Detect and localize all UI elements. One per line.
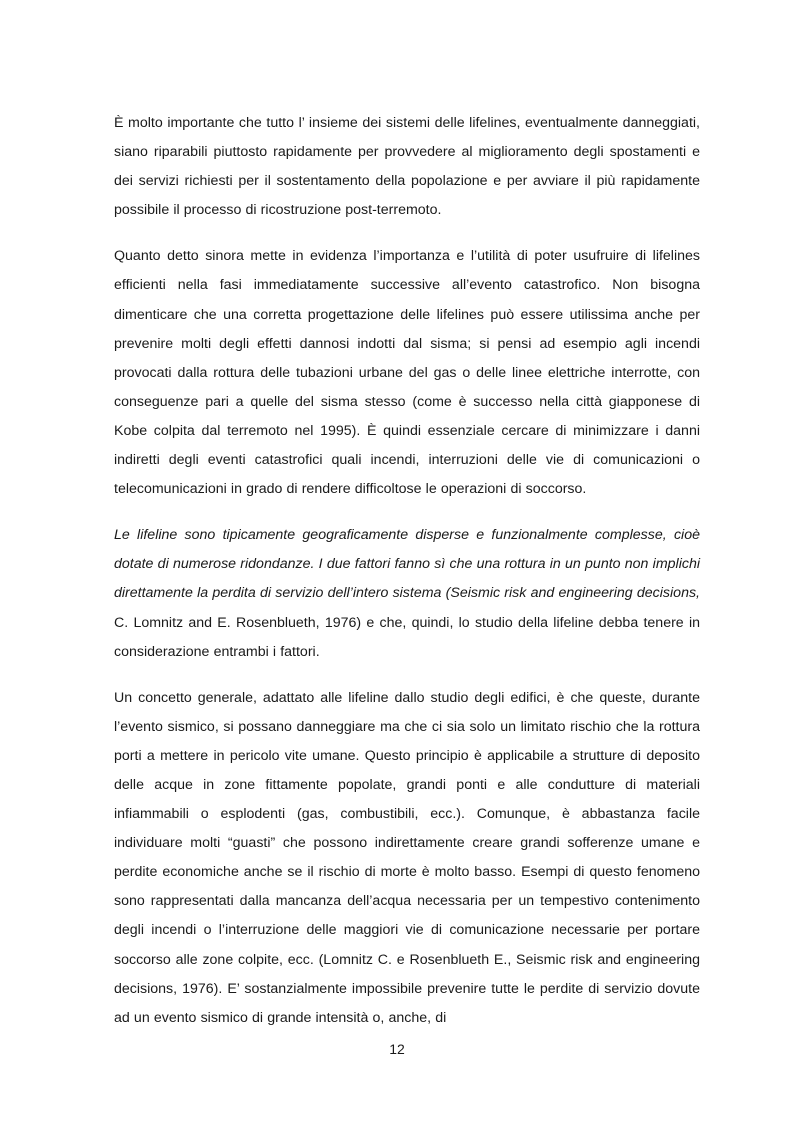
paragraph-italic-text: Le lifeline sono tipicamente geograficamente disperse e funzionalmente complesse, cioè dotate di numerose ridondanze. I due fattori fanno sì che una rottura in un punto non implichi direttamente la perdita di servizio dell’intero sistema (Seismic risk and engineering decisions, (114, 527, 700, 602)
paragraph-lifelines-repair: È molto importante che tutto l’ insieme dei sistemi delle lifelines, eventualmente danneggiati, siano riparabili piuttosto rapidamente per provvedere al miglioramento degli spostamenti e dei servizi richiesti per il sostentamento della popolazione e per avviare il più rapidamente possibile il processo di ricostruzione post-terremoto. (114, 115, 700, 219)
page-body (114, 109, 700, 1050)
paragraph-lifeline-complexity (114, 521, 700, 666)
paragraph-general-concept: Un concetto generale, adattato alle lifeline dallo studio degli edifici, è che queste, durante l’evento sismico, si possano danneggiare ma che ci sia solo un limitato rischio che la rottura porti a mettere in pericolo vite umane. Questo principio è applicabile a strutture di deposito delle acque in zone fittamente popolate, grandi ponti e alle condutture di materiali infiammabili o esplodenti (gas, combustibili, ecc.). Comunque, è abbastanza facile individuare molti “guasti” che possono indirettamente creare grandi sofferenze umane e perdite economiche anche se il rischio di morte è molto basso. Esempi di questo fenomeno sono rappresentati dalla mancanza dell’acqua necessaria per un tempestivo contenimento degli incendi o l’interruzione delle maggiori vie di comunicazione necessarie per portare soccorso alle zone colpite, ecc. (Lomnitz C. e Rosenblueth E., Seismic risk and engineering decisions, 1976). E’ sostanzialmente impossibile prevenire tutte le perdite di servizio dovute ad un evento sismico di grande intensità o, anche, di (114, 689, 700, 1026)
paragraph-lifelines-efficiency: Quanto detto sinora mette in evidenza l’importanza e l’utilità di poter usufruire di lifelines efficienti nella fasi immediatamente successive all’evento catastrofico. Non bisogna dimenticare che una corretta progettazione delle lifelines può essere utilissima anche per prevenire molti degli effetti dannosi indotti dal sisma; si pensi ad esempio agli incendi provocati dalla rottura delle tubazioni urbane del gas o delle linee elettriche interrotte, con conseguenze pari a quelle del sisma stesso (come è successo nella città giapponese di Kobe colpita dal terremoto nel 1995). È quindi essenziale cercare di minimizzare i danni indiretti degli eventi catastrofici quali incendi, interruzioni delle vie di comunicazioni o telecomunicazioni in grado di rendere difficoltose le operazioni di soccorso. (114, 248, 700, 498)
paragraph-citation-text: C. Lomnitz and E. Rosenblueth, 1976) e che, quindi, lo studio della lifeline debba tenere in considerazione entrambi i fattori. (114, 614, 700, 660)
page-number: 12 (389, 1041, 405, 1057)
